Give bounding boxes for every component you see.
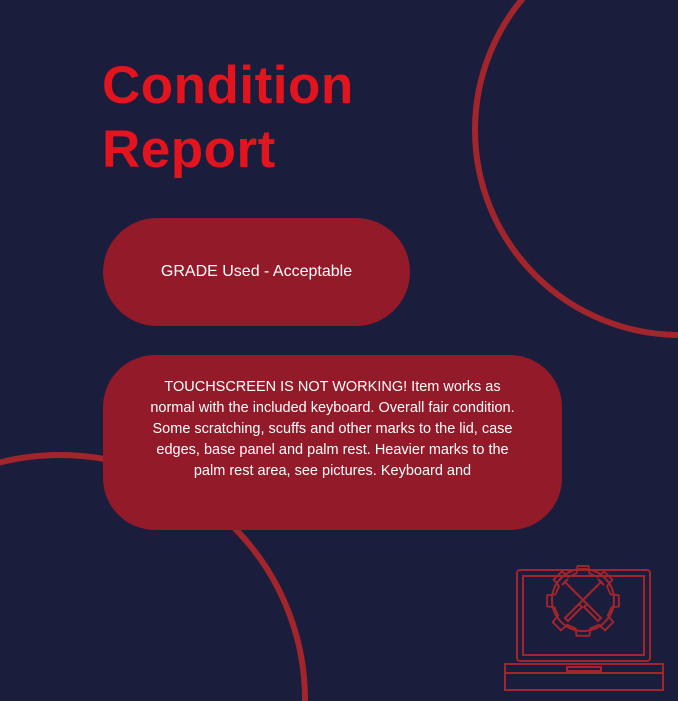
condition-description-text: TOUCHSCREEN IS NOT WORKING! Item works as normal with the included keyboard. Overall fair condition. Some scratching, scuffs and other marks to the lid, case edges, base panel and palm rest. Heavier marks to the palm rest area, see pictures. Keyboard and (150, 379, 515, 479)
page-title (102, 54, 354, 182)
condition-description (103, 355, 562, 530)
top-right-arc (475, 0, 678, 335)
title-line-1: Condition (102, 56, 354, 115)
laptop-repair-tools-icon (500, 540, 668, 696)
grade-badge (103, 218, 410, 326)
title-line-2: Report (102, 120, 276, 179)
grade-text: GRADE Used - Acceptable (160, 263, 353, 280)
